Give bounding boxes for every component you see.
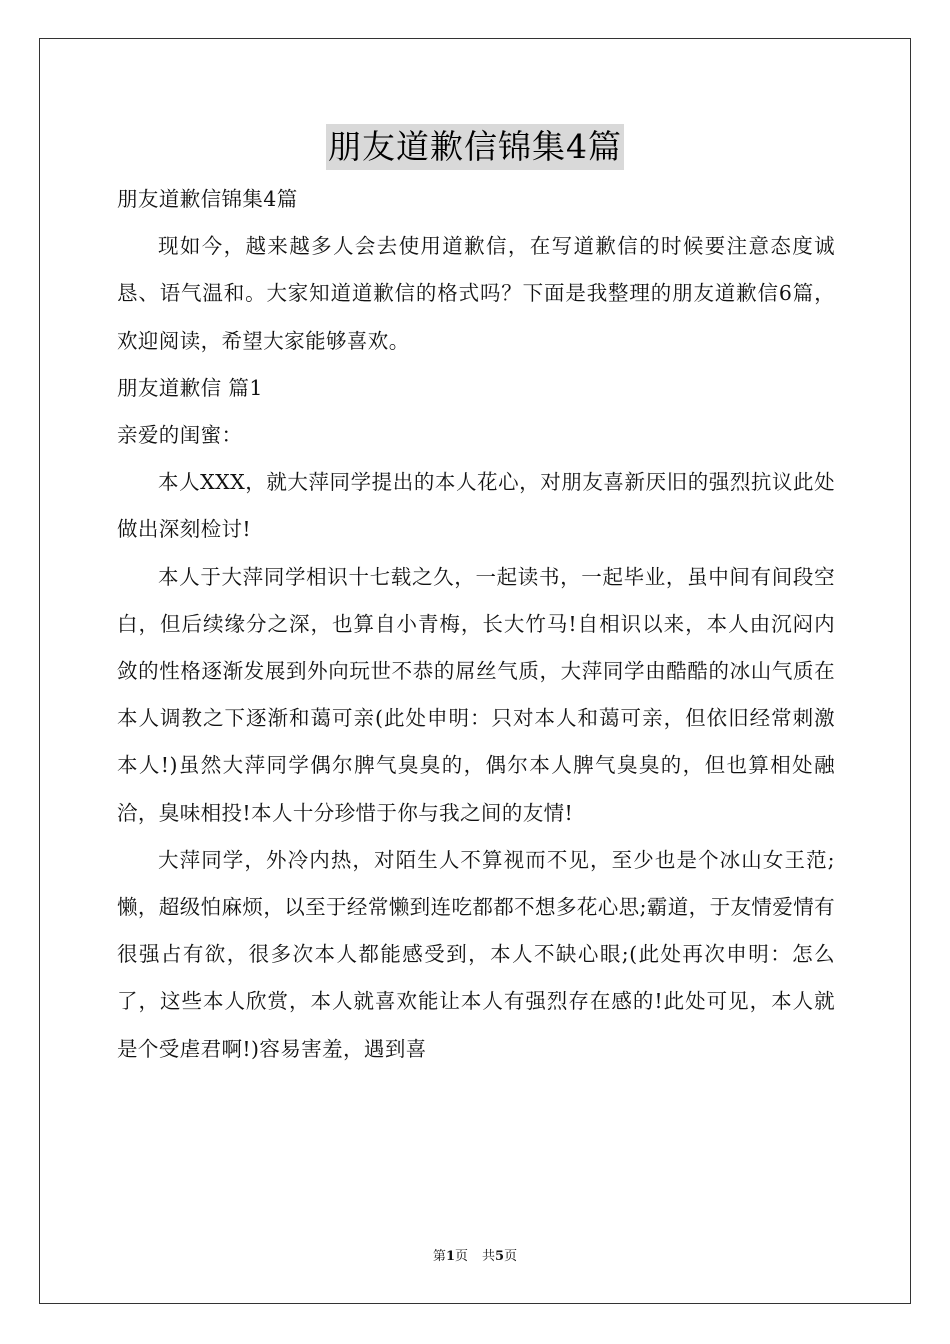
title-container (0, 124, 950, 170)
paragraph: 本人XXX，就大萍同学提出的本人花心，对朋友喜新厌旧的强烈抗议此处做出深刻检讨! (117, 470, 835, 542)
page-number: 1 (445, 1249, 455, 1264)
total-suffix: 页 (504, 1249, 518, 1264)
page-footer (0, 1248, 950, 1266)
section-heading: 朋友道歉信 篇1 (117, 375, 263, 400)
page-suffix: 页 (454, 1249, 468, 1264)
total-pages: 5 (495, 1249, 505, 1264)
paragraph: 本人于大萍同学相识十七载之久，一起读书，一起毕业，虽中间有间段空白，但后续缘分之深，也算自小青梅，长大竹马!自相识以来，本人由沉闷内敛的性格逐渐发展到外向玩世不恭的屌丝气质，大萍同学由酷酷的冰山气质在本人调教之下逐渐和蔼可亲(此处申明：只对本人和蔼可亲，但依旧经常刺激本人!)虽然大萍同学偶尔脾气臭臭的，偶尔本人脾气臭臭的，但也算相处融洽，臭味相投!本人十分珍惜于你与我之间的友情! (117, 564, 835, 825)
document-title: 朋友道歉信锦集4篇 (326, 124, 624, 170)
page-prefix: 第 (432, 1249, 446, 1264)
document-body (117, 176, 835, 1073)
paragraph: 大萍同学，外冷内热，对陌生人不算视而不见，至少也是个冰山女王范;懒，超级怕麻烦，以至于经常懒到连吃都都不想多花心思;霸道，于友情爱情有很强占有欲，很多次本人都能感受到，本人不缺心眼;(此处再次申明：怎么了，这些本人欣赏，本人就喜欢能让本人有强烈存在感的!此处可见，本人就是个受虐君啊!)容易害羞，遇到喜 (117, 847, 835, 1061)
total-prefix: 共 (482, 1249, 496, 1264)
paragraph: 现如今，越来越多人会去使用道歉信，在写道歉信的时候要注意态度诚恳、语气温和。大家知道道歉信的格式吗？下面是我整理的朋友道歉信6篇，欢迎阅读，希望大家能够喜欢。 (117, 234, 835, 353)
paragraph: 朋友道歉信锦集4篇 (117, 187, 298, 211)
salutation: 亲爱的闺蜜： (117, 423, 243, 448)
